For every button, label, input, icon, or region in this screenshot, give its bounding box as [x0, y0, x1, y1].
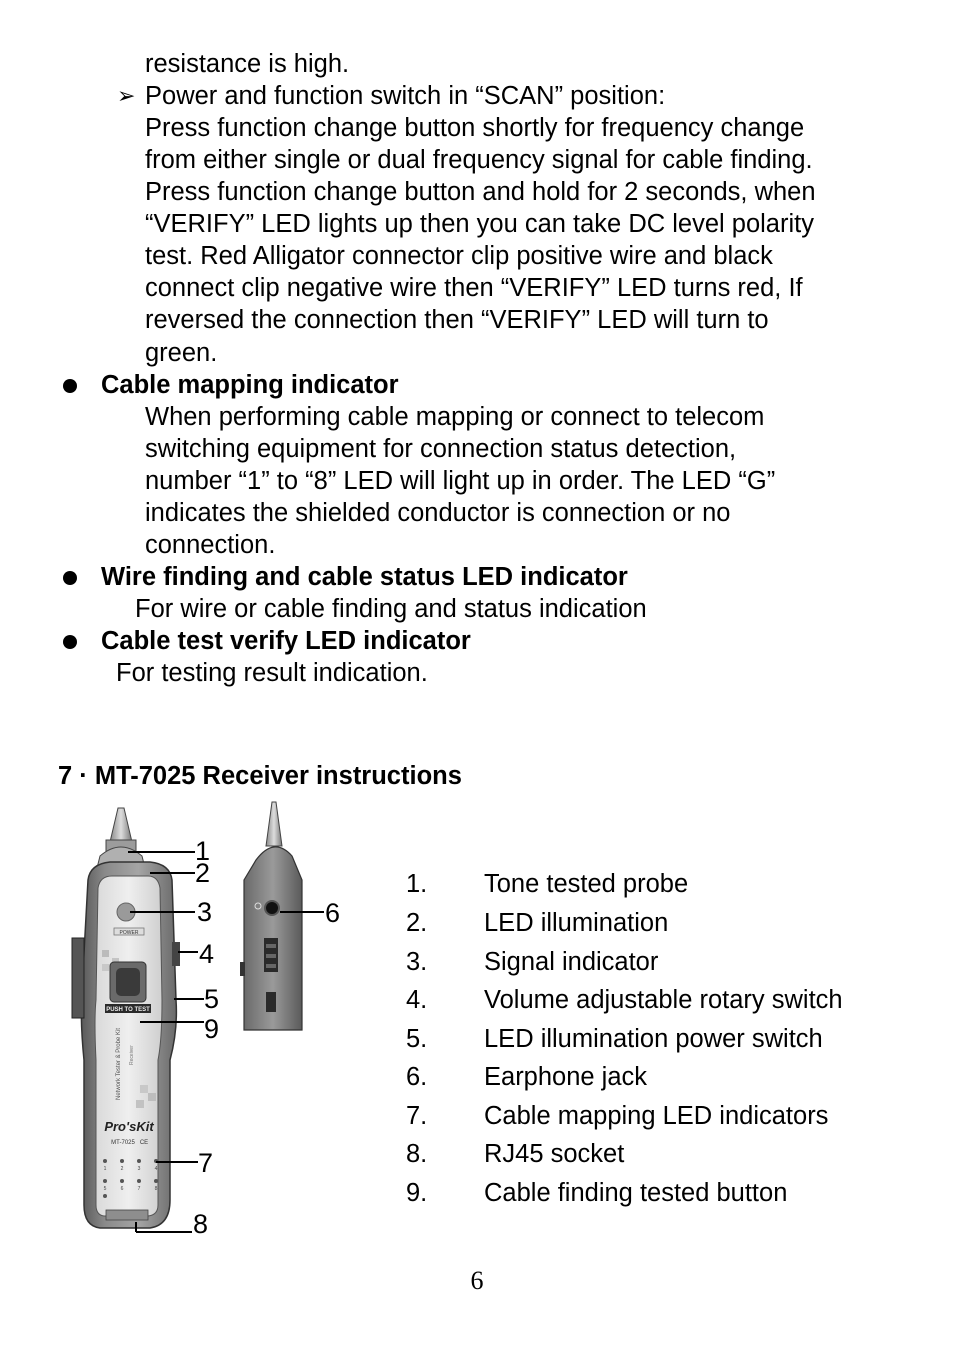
svg-text:1: 1	[103, 1166, 107, 1172]
svg-text:4: 4	[154, 1166, 158, 1172]
legend-number: 8.	[406, 1140, 428, 1168]
svg-text:Receiver: Receiver	[129, 1045, 135, 1065]
svg-text:2: 2	[120, 1166, 124, 1172]
para-line: “VERIFY” LED lights up then you can take DC level polarity	[145, 210, 814, 238]
para-line: switching equipment for connection status detection,	[145, 435, 737, 463]
callout-9: 9	[204, 1014, 220, 1044]
para-line: For testing result indication.	[116, 659, 428, 687]
para-line: resistance is high.	[145, 50, 350, 78]
svg-text:3: 3	[137, 1166, 141, 1172]
svg-text:8: 8	[154, 1186, 158, 1192]
para-line: indicates the shielded conductor is connection or no	[145, 499, 731, 527]
bullet-heading: Cable mapping indicator	[101, 371, 399, 399]
receiver-side-view	[240, 800, 306, 1032]
para-line: connect clip negative wire then “VERIFY” LED turns red, If	[145, 274, 803, 302]
para-line: test. Red Alligator connector clip positive wire and black	[145, 242, 773, 270]
legend-item: Earphone jack	[484, 1063, 648, 1091]
svg-text:Network Tester & Probe Kit: Network Tester & Probe Kit	[116, 1028, 122, 1100]
callout-6: 6	[325, 898, 341, 928]
svg-text:Pro'sKit: Pro'sKit	[104, 1119, 154, 1134]
para-line: from either single or dual frequency signal for cable finding.	[145, 146, 813, 174]
callout-7: 7	[198, 1148, 214, 1178]
svg-text:7: 7	[137, 1186, 141, 1192]
legend-item: RJ45 socket	[484, 1140, 625, 1168]
bullet-heading: Cable test verify LED indicator	[101, 627, 471, 655]
para-line: Press function change button and hold for 2 seconds, when	[145, 178, 816, 206]
svg-text:6: 6	[120, 1186, 124, 1192]
para-line: For wire or cable finding and status indication	[135, 595, 647, 623]
legend-number: 9.	[406, 1179, 428, 1207]
bullet-heading: Wire finding and cable status LED indicator	[101, 563, 628, 591]
legend-number: 7.	[406, 1102, 428, 1130]
legend-number: 1.	[406, 870, 428, 898]
callout-4: 4	[199, 939, 215, 969]
legend-number: 4.	[406, 986, 428, 1014]
para-line: reversed the connection then “VERIFY” LED will turn to	[145, 306, 769, 334]
legend-number: 5.	[406, 1025, 428, 1053]
svg-text:5: 5	[103, 1186, 107, 1192]
para-line: When performing cable mapping or connect to telecom	[145, 403, 765, 431]
legend-number: 3.	[406, 948, 428, 976]
callout-2: 2	[195, 858, 211, 888]
legend-item: Cable mapping LED indicators	[484, 1102, 829, 1130]
para-line: number “1” to “8” LED will light up in order. The LED “G”	[145, 467, 776, 495]
para-line: Power and function switch in “SCAN” position:	[145, 82, 666, 110]
para-line: green.	[145, 339, 218, 367]
legend-item: LED illumination power switch	[484, 1025, 823, 1053]
callout-5: 5	[204, 984, 220, 1014]
page-number: 6	[470, 1266, 484, 1295]
para-line: Press function change button shortly for frequency change	[145, 114, 805, 142]
legend-number: 6.	[406, 1063, 428, 1091]
svg-text:MT-7025: MT-7025	[111, 1140, 135, 1146]
legend-item: LED illumination	[484, 909, 669, 937]
receiver-body	[72, 862, 180, 1228]
arrow-bullet-icon: ➢	[117, 83, 136, 108]
svg-text:PUSH TO TEST: PUSH TO TEST	[106, 1007, 150, 1013]
para-line: connection.	[145, 531, 276, 559]
legend-item: Volume adjustable rotary switch	[484, 986, 843, 1014]
svg-text:POWER: POWER	[119, 930, 139, 936]
legend-number: 2.	[406, 909, 428, 937]
callout-8: 8	[193, 1209, 209, 1239]
legend-item: Cable finding tested button	[484, 1179, 788, 1207]
legend-item: Tone tested probe	[484, 870, 689, 898]
legend-item: Signal indicator	[484, 948, 659, 976]
callout-1: 1	[195, 836, 211, 866]
svg-text:CE: CE	[139, 1140, 149, 1146]
callout-3: 3	[197, 897, 213, 927]
section-heading: 7 · MT-7025 Receiver instructions	[58, 762, 462, 790]
